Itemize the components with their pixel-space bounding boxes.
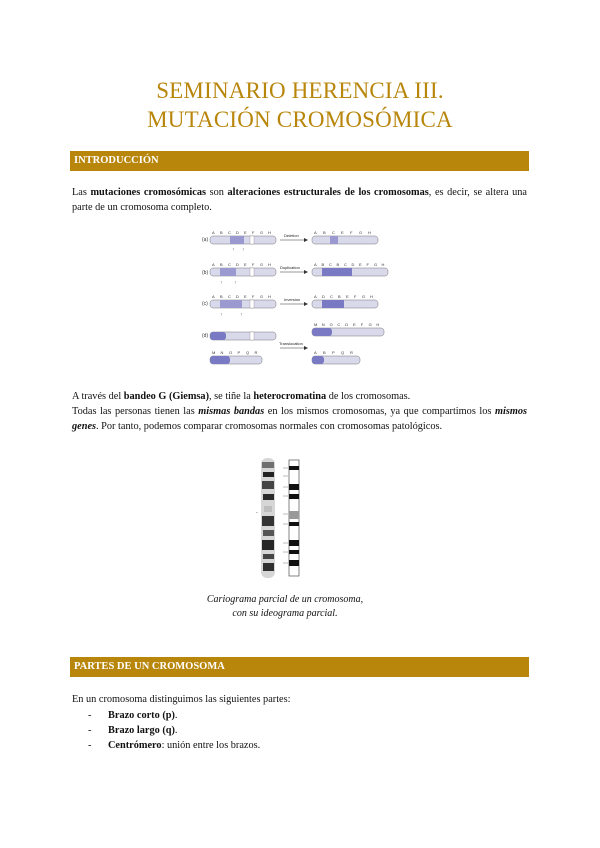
term-mismos-genes: mismos genes: [72, 406, 527, 432]
gene-letter: M: [314, 322, 318, 327]
gene-letter: Q: [246, 350, 250, 355]
gene-letter: B: [220, 294, 223, 299]
gene-letter: B: [323, 350, 326, 355]
gene-letter: A: [212, 294, 215, 299]
gene-letter: F: [360, 322, 364, 327]
gene-letter: E: [244, 230, 247, 235]
gene-letter: F: [252, 230, 255, 235]
gene-letter: H: [268, 230, 271, 235]
list-item: - Centrómero: unión entre los brazos.: [88, 740, 261, 751]
gene-letter: F: [366, 262, 369, 267]
gene-letter: D: [236, 230, 239, 235]
chromosome-b-left: [210, 268, 276, 276]
gene-letter: G: [368, 322, 372, 327]
gene-letter: A: [314, 262, 317, 267]
term-heterocromatina: heterocromatina: [253, 391, 327, 402]
title-line-2: MUTACIÓN CROMOSÓMICA: [147, 107, 453, 132]
gene-letter: C: [332, 230, 335, 235]
caption-line-2: con su ideograma parcial.: [232, 608, 338, 619]
gene-letter: G: [374, 262, 378, 267]
svg-text:↑: ↑: [232, 247, 235, 253]
gene-letter: B: [220, 262, 223, 267]
gene-letter: M: [212, 350, 216, 355]
section-header-introduccion: INTRODUCCIÓN: [70, 151, 529, 171]
row-label-b: (b): [202, 270, 209, 276]
gene-letter: H: [376, 322, 380, 327]
row-c: [210, 294, 378, 318]
chromosome-a-right: [312, 236, 378, 244]
gene-letter: A: [314, 350, 317, 355]
term-bandeo-g: bandeo G (Giemsa): [123, 391, 210, 402]
row-label-d: (d): [202, 333, 209, 339]
gene-letter: A: [212, 262, 215, 267]
gene-letter: H: [370, 294, 373, 299]
gene-letter: C: [228, 262, 231, 267]
gene-letter: E: [244, 294, 247, 299]
gene-letter: B: [321, 262, 325, 267]
gene-letter: E: [244, 262, 247, 267]
term-alteraciones: alteraciones estructurales de los cromosomas: [227, 187, 429, 198]
gene-letter: A: [314, 294, 317, 299]
term-brazo-largo: Brazo largo (q): [108, 725, 175, 736]
gene-letter: C: [344, 262, 347, 267]
gene-letter: E: [359, 262, 362, 267]
row-label-a: (a): [202, 237, 209, 243]
mutation-types-figure: [200, 228, 390, 376]
gene-letter: F: [354, 294, 357, 299]
ideogram: [283, 460, 299, 576]
banding-paragraph: A través del bandeo G (Giemsa), se tiñe la heterocromatina de los cromosomas. Todas las personas tienen las mismas bandas en los mismos cromosomas, ya que compartimos los mismos genes. Por tanto, podemos comparar cromosomas normales con cromosomas patológicos.: [72, 391, 527, 432]
gene-letter: N: [220, 350, 224, 355]
arrow-label-deletion: Deletion: [284, 233, 299, 238]
gene-letter: H: [381, 262, 385, 267]
gene-letter: B: [323, 230, 326, 235]
title-line-1: SEMINARIO HERENCIA III.: [156, 78, 444, 103]
gene-letter: F: [252, 294, 255, 299]
term-centromero: Centrómero: [108, 740, 162, 751]
gene-letter: H: [268, 294, 271, 299]
gene-letter: E: [353, 322, 356, 327]
term-mismas-bandas: mismas bandas: [198, 406, 265, 417]
chromosome-c-left: [210, 300, 276, 308]
gene-letter: G: [260, 230, 264, 235]
row-b: [210, 262, 388, 286]
page-title: [0, 76, 600, 134]
gene-letter: G: [359, 230, 363, 235]
gene-letter: Q: [341, 350, 345, 355]
gene-letter: G: [260, 294, 264, 299]
term-brazo-corto: Brazo corto (p): [108, 710, 175, 721]
gene-letter: O: [329, 322, 333, 327]
svg-text:↑: ↑: [220, 280, 223, 286]
intro-paragraph: Las mutaciones cromosómicas son alteraciones estructurales de los cromosomas, es decir, se altera una parte de un cromosoma completo.: [72, 187, 528, 213]
gene-letter: D: [236, 294, 239, 299]
gene-letter: B: [338, 294, 341, 299]
gene-letter: D: [236, 262, 239, 267]
gene-letter: P: [237, 350, 241, 355]
list-item: - Brazo largo (q).: [88, 725, 178, 736]
gene-letter: B: [220, 230, 223, 235]
arrow-label-inversion: Inversion: [284, 297, 301, 302]
svg-text:↑: ↑: [220, 312, 223, 318]
gene-letter: O: [229, 350, 233, 355]
row-a: [210, 230, 378, 253]
svg-text:↑: ↑: [240, 312, 243, 318]
gene-letter: C: [228, 230, 231, 235]
arrow-label-translocation: Translocation: [279, 341, 303, 346]
gene-letter: G: [260, 262, 264, 267]
gene-letter: H: [268, 262, 271, 267]
gene-letter: C: [330, 294, 333, 299]
arrow-label-duplication: Duplication: [280, 265, 300, 270]
gene-letter: N: [321, 322, 325, 327]
gene-letter: C: [329, 262, 332, 267]
gene-letter: E: [341, 230, 344, 235]
svg-text:↑: ↑: [242, 247, 245, 253]
parts-list: [88, 708, 260, 753]
parts-intro: En un cromosoma distinguimos las siguientes partes:: [72, 694, 291, 705]
row-label-c: (c): [202, 301, 208, 307]
gene-letter: F: [350, 230, 353, 235]
svg-text:↑: ↑: [234, 280, 237, 286]
karyogram-figure: [255, 456, 307, 582]
chromosome-c-right: [312, 300, 378, 308]
gene-letter: A: [212, 230, 215, 235]
gene-letter: C: [228, 294, 231, 299]
caption-line-1: Cariograma parcial de un cromosoma,: [206, 594, 364, 605]
row-d: [210, 322, 384, 364]
gene-letter: C: [337, 322, 341, 327]
gene-letter: F: [252, 262, 255, 267]
figure2-caption: [150, 593, 420, 621]
gene-letter: G: [362, 294, 366, 299]
svg-text:-: -: [256, 510, 258, 516]
gene-letter: E: [346, 294, 349, 299]
gene-letter: R: [350, 350, 353, 355]
gene-letter: A: [314, 230, 317, 235]
section-header-partes: PARTES DE UN CROMOSOMA: [70, 657, 529, 677]
gene-letter: R: [254, 350, 258, 355]
gene-letter: D: [345, 322, 349, 327]
gene-letter: H: [368, 230, 371, 235]
gene-letter: P: [332, 350, 335, 355]
gene-letter: D: [351, 262, 355, 267]
karyogram-chromosome-photo: [256, 458, 275, 578]
gene-letter: D: [322, 294, 325, 299]
gene-letter: B: [336, 262, 340, 267]
list-item: - Brazo corto (p).: [88, 710, 178, 721]
term-mutaciones: mutaciones cromosómicas: [90, 187, 207, 198]
